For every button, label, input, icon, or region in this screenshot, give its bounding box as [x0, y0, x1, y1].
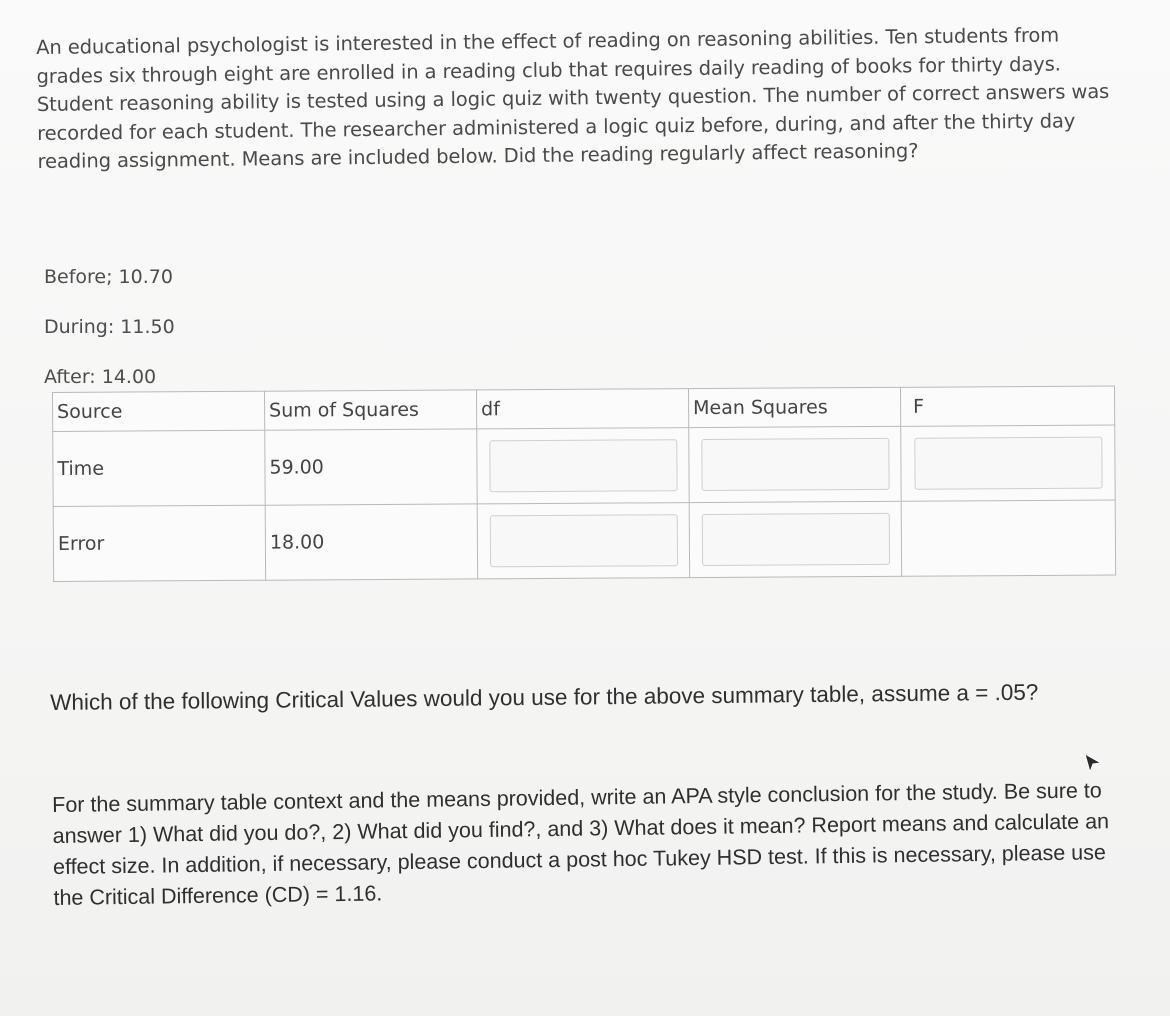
problem-statement: An educational psychologist is interested in the effect of reading on reasoning abilities. Ten students from grades six through eight are enrolled in a reading club that requires daily reading of books for thirty days. Student reasoning ability is tested using a logic quiz with twenty question. The number of correct answers was recorded for each student. The researcher administered a logic quiz before, during, and after the thirty day reading assignment. Means are included below. Did the reading regularly affect reasoning? — [36, 23, 1110, 174]
header-f: F — [900, 386, 1114, 426]
row-sum-of-squares: 59.00 — [265, 429, 477, 505]
time-df-cell — [477, 428, 689, 504]
row-source: Error — [53, 505, 265, 581]
header-mean-squares: Mean Squares — [688, 387, 900, 427]
conclusion-prompt: For the summary table context and the means provided, write an APA style conclusion for the study. Be sure to answer 1) What did you do?, 2) What did you find?, and 3) What does it mean? Report means and calculate an effect size. In addition, if necessary, please conduct a post hoc Tukey HSD test. If this is necessary, please use the Critical Difference (CD) = 1.16. — [52, 778, 1110, 910]
row-source: Time — [53, 430, 265, 506]
error-df-input[interactable] — [489, 514, 677, 567]
time-mean-squares-input[interactable] — [701, 438, 889, 491]
critical-values-question: Which of the following Critical Values would you use for the above summary table, assume a = .05? — [50, 679, 1039, 715]
error-df-cell — [477, 503, 689, 579]
time-ms-cell — [689, 426, 901, 502]
anova-summary-table — [52, 386, 1115, 582]
time-f-input[interactable] — [914, 437, 1102, 490]
table-row-time — [53, 425, 1115, 506]
header-source: Source — [53, 391, 265, 431]
header-sum-of-squares: Sum of Squares — [264, 390, 476, 430]
header-df: df — [476, 389, 688, 429]
row-sum-of-squares: 18.00 — [265, 504, 477, 580]
error-mean-squares-input[interactable] — [701, 513, 889, 566]
table-row-error — [53, 500, 1115, 581]
table-header-row — [53, 386, 1115, 431]
time-f-cell — [901, 425, 1115, 501]
time-df-input[interactable] — [489, 439, 677, 492]
mean-before: Before; 10.70 — [44, 266, 173, 288]
error-ms-cell — [689, 501, 901, 577]
mean-during: During: 11.50 — [44, 316, 175, 338]
mean-after: After: 14.00 — [44, 366, 157, 388]
mouse-pointer-icon — [1082, 752, 1104, 774]
error-f-cell — [901, 500, 1115, 576]
